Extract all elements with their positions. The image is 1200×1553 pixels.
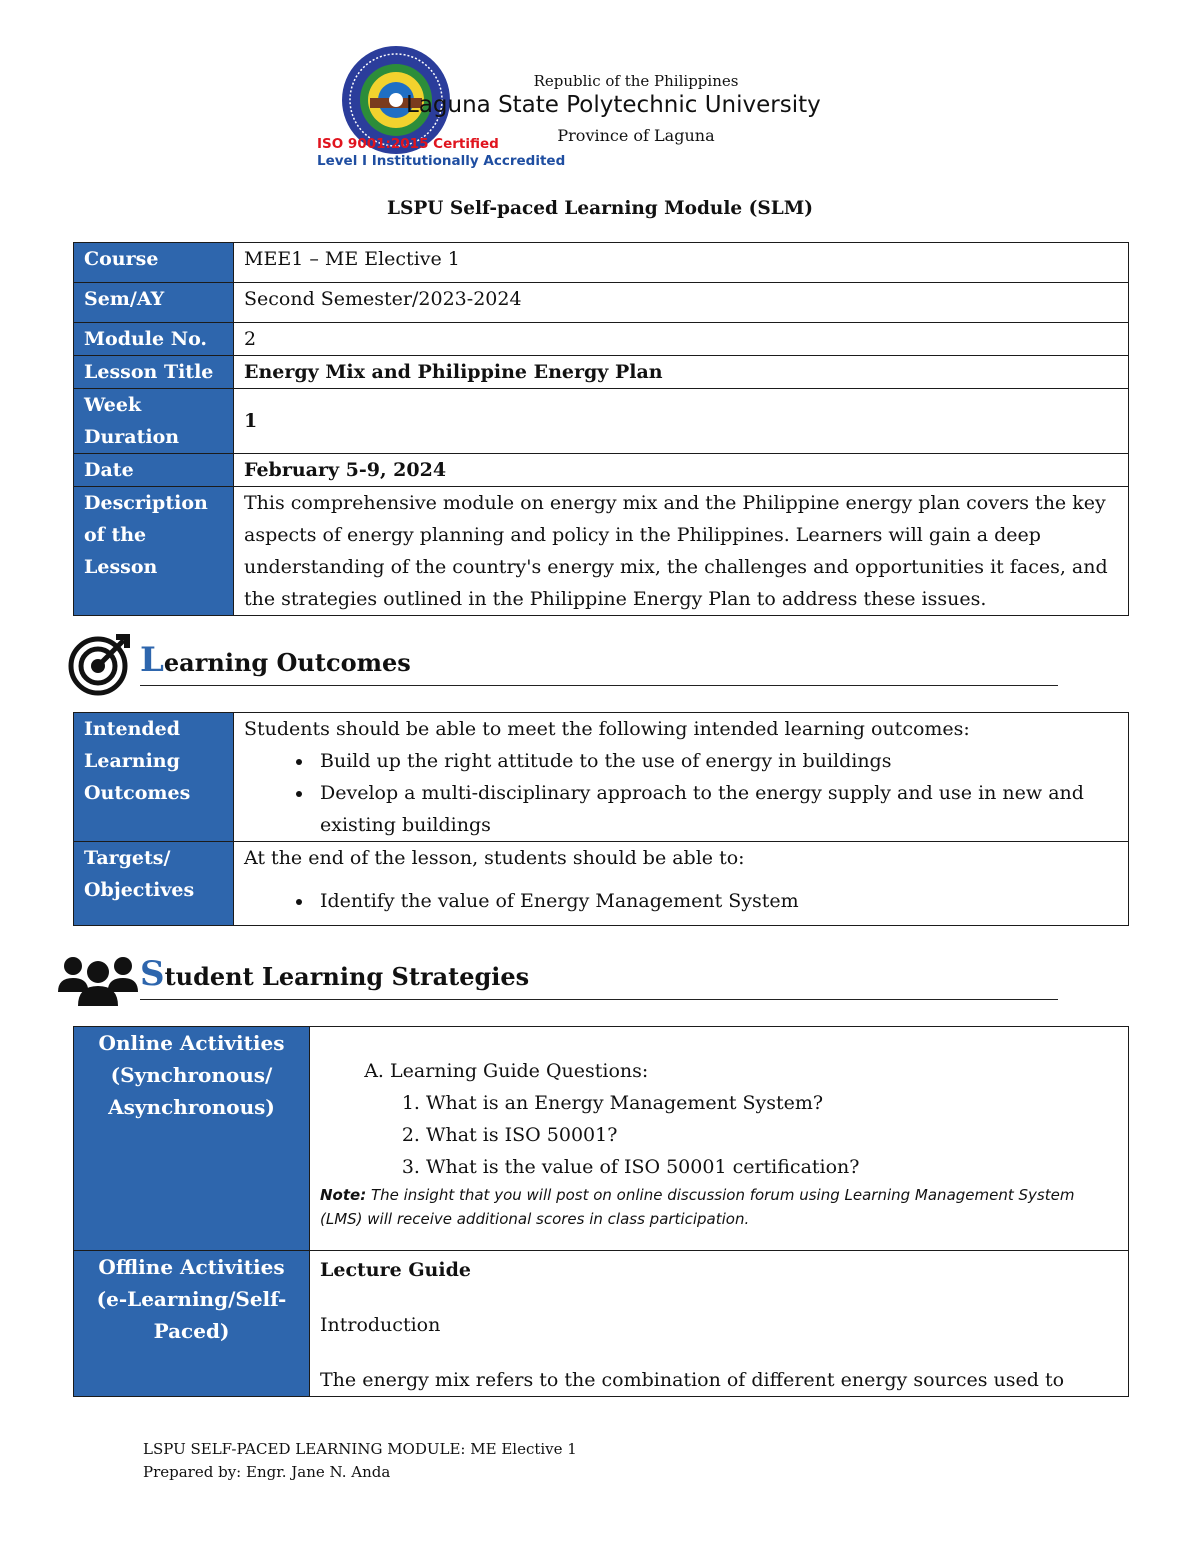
week-duration-text: 1 xyxy=(244,410,258,432)
lesson-title-label: Lesson Title xyxy=(74,356,234,389)
offline-label-line3: Paced) xyxy=(153,1319,230,1343)
targets-label xyxy=(74,842,234,926)
guide-title: Learning Guide Questions: xyxy=(390,1060,649,1082)
list-item xyxy=(390,1055,1118,1183)
offline-activities-label xyxy=(74,1251,310,1397)
online-activities-value xyxy=(310,1027,1129,1251)
questions-list xyxy=(390,1087,1118,1183)
learning-outcomes-heading-rest: earning Outcomes xyxy=(163,648,411,677)
ilo-intro: Students should be able to meet the following intended learning outcomes: xyxy=(244,718,970,740)
date-text: February 5-9, 2024 xyxy=(244,459,447,481)
row-online-activities xyxy=(74,1027,1129,1251)
ilo-label-line1: Intended xyxy=(84,718,181,740)
desc-label-line1: Description xyxy=(84,492,208,514)
row-offline-activities xyxy=(74,1251,1129,1397)
description-label xyxy=(74,487,234,616)
ilo-label xyxy=(74,713,234,842)
introduction-text: The energy mix refers to the combination of different energy sources used to xyxy=(320,1369,1065,1391)
course-value: MEE1 – ME Elective 1 xyxy=(234,243,1129,283)
introduction-title: Introduction xyxy=(320,1314,441,1336)
note-label: Note: xyxy=(320,1186,367,1204)
date-value xyxy=(234,454,1129,487)
row-sem xyxy=(74,283,1129,323)
online-label-line1: Online Activities xyxy=(98,1031,285,1055)
offline-label-line2: (e-Learning/Self- xyxy=(96,1287,287,1311)
online-activities-label xyxy=(74,1027,310,1251)
list-item: • Identify the value of Energy Management System xyxy=(314,885,1118,917)
offline-label-line1: Offline Activities xyxy=(98,1255,285,1279)
strategies-heading-cap: S xyxy=(140,954,165,994)
strategies-heading xyxy=(140,954,529,994)
offline-activities-value xyxy=(310,1251,1129,1397)
date-label: Date xyxy=(74,454,234,487)
learning-outcomes-table xyxy=(73,712,1129,926)
course-info-table xyxy=(73,242,1129,616)
description-value: This comprehensive module on energy mix and the Philippine energy plan covers the key aspects of energy planning and policy in the Philippines. Learners will gain a deep understanding of the country's energy mix, the challenges and opportunities it faces, and the strategies outlined in the Philippine Energy Plan to address these issues. xyxy=(234,487,1129,616)
header-province: Province of Laguna xyxy=(557,126,715,145)
targets-label-line2: Objectives xyxy=(84,879,195,901)
row-targets xyxy=(74,842,1129,926)
row-course xyxy=(74,243,1129,283)
strategies-table xyxy=(73,1026,1129,1397)
row-date xyxy=(74,454,1129,487)
strategies-heading-rest: tudent Learning Strategies xyxy=(164,962,530,991)
list-item: • Develop a multi-disciplinary approach to the energy supply and use in new and existing buildings xyxy=(314,777,1118,841)
ilo-value xyxy=(234,713,1129,842)
targets-intro: At the end of the lesson, students should be able to: xyxy=(244,847,745,869)
week-duration-label xyxy=(74,389,234,454)
week-label-line1: Week xyxy=(84,394,142,416)
header-accreditation: Level I Institutionally Accredited xyxy=(317,153,566,169)
ilo-label-line3: Outcomes xyxy=(84,782,191,804)
list-item: • Build up the right attitude to the use of energy in buildings xyxy=(314,745,1118,777)
desc-label-line2: of the xyxy=(84,524,147,546)
targets-list xyxy=(244,885,1118,917)
ilo-label-line2: Learning xyxy=(84,750,180,772)
list-item: 1. What is an Energy Management System? xyxy=(426,1087,1118,1119)
module-label: Module No. xyxy=(74,323,234,356)
spacer xyxy=(320,1286,1118,1309)
ilo-list xyxy=(244,745,1118,841)
guide-list xyxy=(320,1055,1118,1183)
week-label-line2: Duration xyxy=(84,426,180,448)
people-group-icon xyxy=(58,952,138,1006)
online-label-line3: Asynchronous) xyxy=(108,1095,275,1119)
footer-module-name: LSPU SELF-PACED LEARNING MODULE: ME Elective 1 xyxy=(143,1440,577,1458)
desc-label-line3: Lesson xyxy=(84,556,158,578)
lecture-guide-title xyxy=(320,1254,1118,1286)
learning-outcomes-underline xyxy=(140,685,1058,686)
strategies-underline xyxy=(140,999,1058,1000)
targets-label-line1: Targets/ xyxy=(84,847,171,869)
targets-value xyxy=(234,842,1129,926)
learning-outcomes-heading xyxy=(140,640,411,680)
note-text: The insight that you will post on online discussion forum using Learning Management System (LMS) will receive additional scores in class participation. xyxy=(320,1186,1075,1228)
target-arrow-icon xyxy=(66,630,134,696)
module-value: 2 xyxy=(234,323,1129,356)
document-title: LSPU Self-paced Learning Module (SLM) xyxy=(387,198,813,219)
week-duration-value xyxy=(234,389,1129,454)
list-item: 3. What is the value of ISO 50001 certification? xyxy=(426,1151,1118,1183)
header-republic: Republic of the Philippines xyxy=(533,72,739,90)
row-intended-outcomes xyxy=(74,713,1129,842)
row-module xyxy=(74,323,1129,356)
footer-prepared-by: Prepared by: Engr. Jane N. Anda xyxy=(143,1463,391,1481)
header-iso-certification: ISO 9001:2015 Certified xyxy=(317,136,499,152)
learning-outcomes-heading-cap: L xyxy=(140,640,164,680)
list-item: 2. What is ISO 50001? xyxy=(426,1119,1118,1151)
online-note xyxy=(320,1183,1118,1231)
course-label: Course xyxy=(74,243,234,283)
lecture-guide-text: Lecture Guide xyxy=(320,1259,471,1281)
lesson-title-text: Energy Mix and Philippine Energy Plan xyxy=(244,361,663,383)
sem-value: Second Semester/2023-2024 xyxy=(234,283,1129,323)
lesson-title-value xyxy=(234,356,1129,389)
sem-label: Sem/AY xyxy=(74,283,234,323)
row-description xyxy=(74,487,1129,616)
spacer xyxy=(320,1341,1118,1364)
row-week-duration xyxy=(74,389,1129,454)
row-lesson-title xyxy=(74,356,1129,389)
header-university-name: Laguna State Polytechnic University xyxy=(406,92,821,118)
online-label-line2: (Synchronous/ xyxy=(110,1063,273,1087)
